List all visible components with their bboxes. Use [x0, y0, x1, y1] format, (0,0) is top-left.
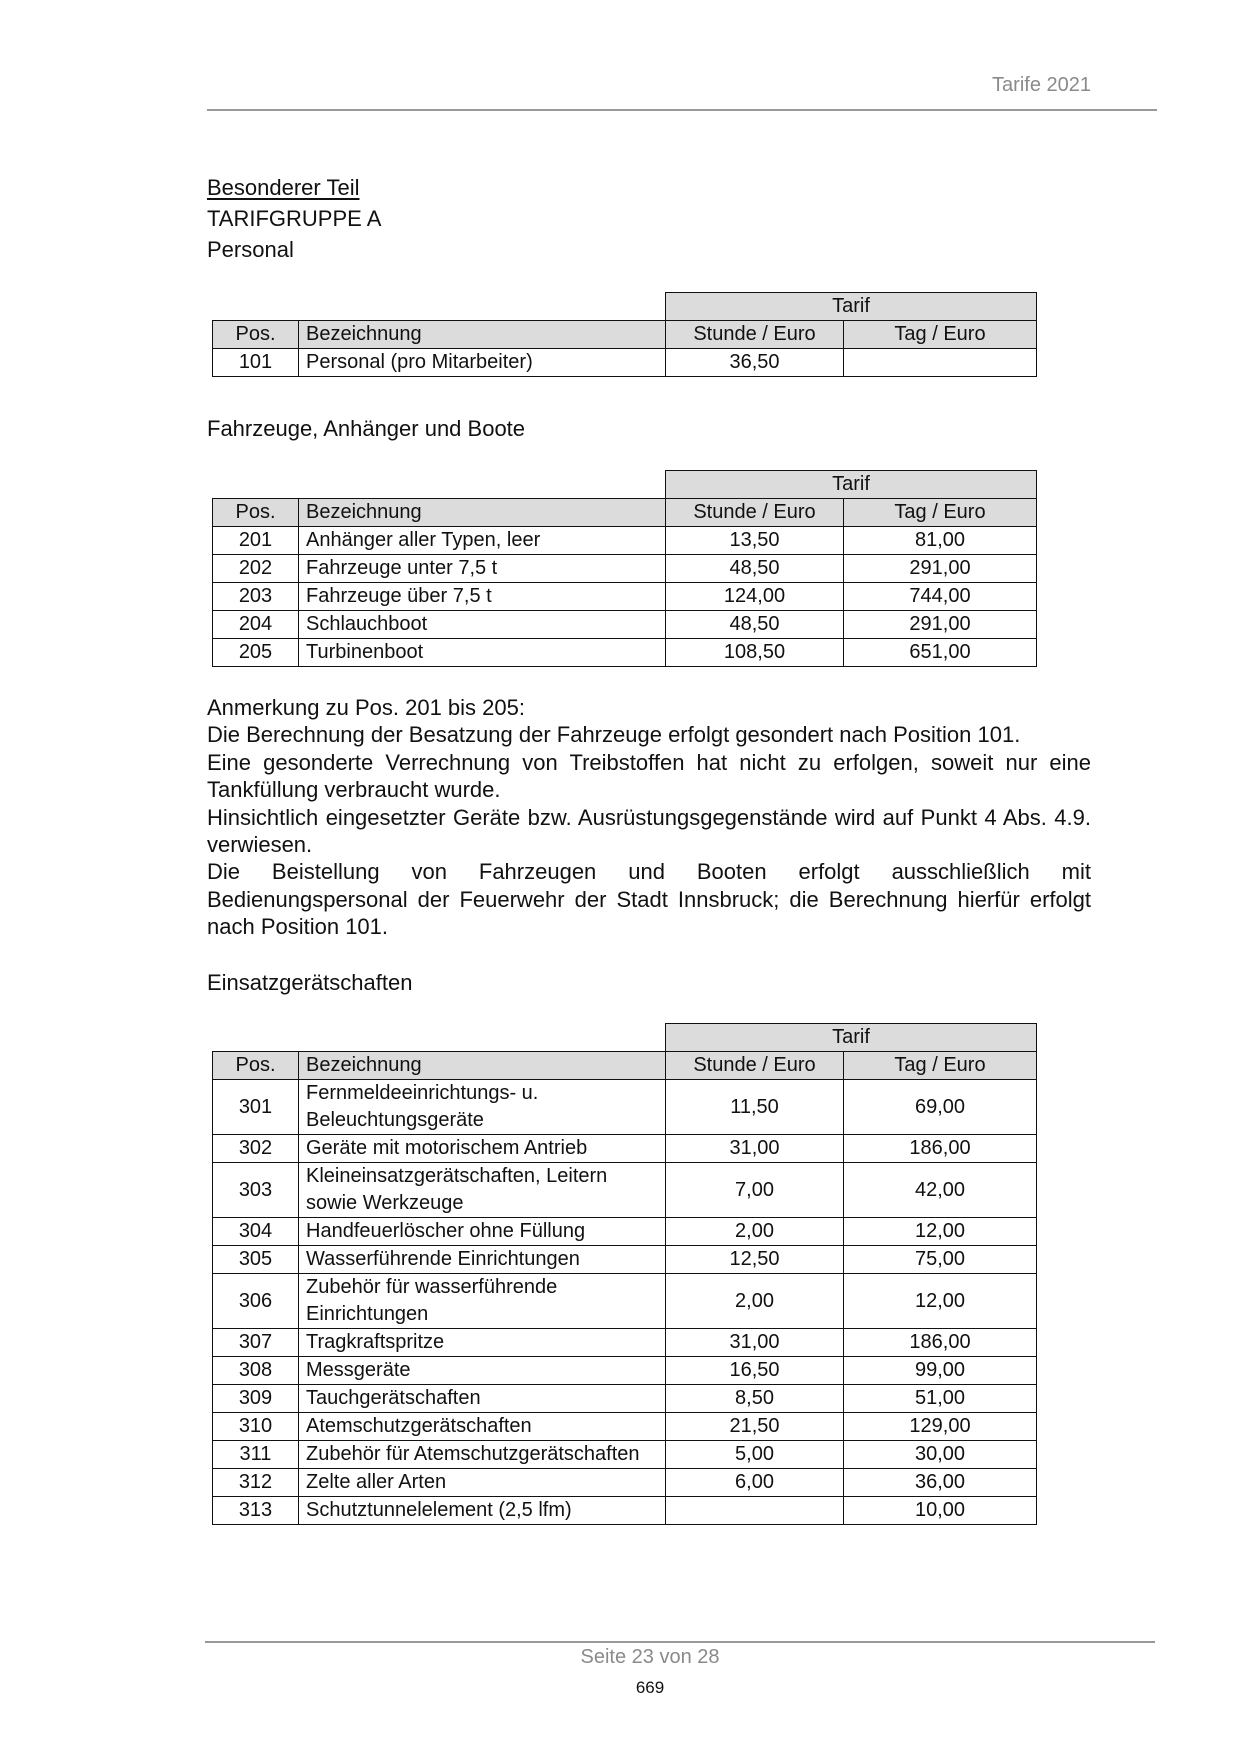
cell-tag: 291,00 — [844, 611, 1037, 639]
col-tag: Tag / Euro — [844, 321, 1037, 349]
cell-stunde: 31,00 — [666, 1135, 844, 1163]
tarif-header: Tarif — [666, 1024, 1037, 1052]
cell-bezeichnung: Messgeräte — [299, 1357, 666, 1385]
table-row — [213, 1441, 1037, 1469]
cell-bezeichnung: Tragkraftspritze — [299, 1329, 666, 1357]
section-heading: Besonderer Teil — [207, 175, 360, 200]
cell-bezeichnung: Fahrzeuge unter 7,5 t — [299, 555, 666, 583]
tarif-header-row — [213, 1024, 1037, 1052]
table-row — [213, 1385, 1037, 1413]
cell-pos: 303 — [213, 1163, 299, 1218]
col-pos: Pos. — [213, 1052, 299, 1080]
cell-bezeichnung: Wasserführende Einrichtungen — [299, 1246, 666, 1274]
col-bezeichnung: Bezeichnung — [299, 321, 666, 349]
header-divider — [207, 109, 1157, 111]
cell-bezeichnung: Tauchgerätschaften — [299, 1385, 666, 1413]
cell-stunde: 48,50 — [666, 611, 844, 639]
cell-stunde: 13,50 — [666, 527, 844, 555]
cell-tag: 81,00 — [844, 527, 1037, 555]
cell-tag: 291,00 — [844, 555, 1037, 583]
cell-bezeichnung: Anhänger aller Typen, leer — [299, 527, 666, 555]
col-pos: Pos. — [213, 499, 299, 527]
table-row — [213, 1357, 1037, 1385]
cell-bezeichnung: Fernmeldeeinrichtungs- u. Beleuchtungsgeräte — [299, 1080, 666, 1135]
cell-bezeichnung: Zubehör für Atemschutzgerätschaften — [299, 1441, 666, 1469]
cell-bezeichnung: Atemschutzgerätschaften — [299, 1413, 666, 1441]
cell-bezeichnung: Personal (pro Mitarbeiter) — [299, 349, 666, 377]
table-row — [213, 1218, 1037, 1246]
cell-stunde: 6,00 — [666, 1469, 844, 1497]
tarif-header-row — [213, 293, 1037, 321]
vehicles-table — [212, 470, 1037, 667]
column-header-row — [213, 321, 1037, 349]
cell-bezeichnung: Geräte mit motorischem Antrieb — [299, 1135, 666, 1163]
cell-tag: 129,00 — [844, 1413, 1037, 1441]
col-pos: Pos. — [213, 321, 299, 349]
table-row — [213, 1080, 1037, 1135]
cell-bezeichnung: Schlauchboot — [299, 611, 666, 639]
tarif-header: Tarif — [666, 293, 1037, 321]
cell-pos: 205 — [213, 639, 299, 667]
cell-tag: 10,00 — [844, 1497, 1037, 1525]
cell-pos: 313 — [213, 1497, 299, 1525]
col-bezeichnung: Bezeichnung — [299, 499, 666, 527]
cell-stunde: 124,00 — [666, 583, 844, 611]
cell-tag: 651,00 — [844, 639, 1037, 667]
cell-tag: 744,00 — [844, 583, 1037, 611]
table-row — [213, 349, 1037, 377]
cell-tag: 186,00 — [844, 1329, 1037, 1357]
header-title: Tarife 2021 — [992, 74, 1091, 96]
note-line: Eine gesonderte Verrechnung von Treibstoffen hat nicht zu erfolgen, soweit nur eine Tankfüllung verbraucht wurde. — [207, 749, 1091, 803]
cell-pos: 311 — [213, 1441, 299, 1469]
note-block — [207, 694, 1091, 941]
cell-bezeichnung: Handfeuerlöscher ohne Füllung — [299, 1218, 666, 1246]
table-row — [213, 583, 1037, 611]
note-line: Hinsichtlich eingesetzter Geräte bzw. Ausrüstungsgegenstände wird auf Punkt 4 Abs. 4.9. verwiesen. — [207, 804, 1091, 858]
table-row — [213, 1135, 1037, 1163]
cell-bezeichnung: Kleineinsatzgerätschaften, Leitern sowie Werkzeuge — [299, 1163, 666, 1218]
cell-tag: 75,00 — [844, 1246, 1037, 1274]
cell-tag: 51,00 — [844, 1385, 1037, 1413]
cell-pos: 305 — [213, 1246, 299, 1274]
cell-pos: 101 — [213, 349, 299, 377]
cell-pos: 310 — [213, 1413, 299, 1441]
page-number: 669 — [635, 1678, 665, 1697]
cell-bezeichnung: Zelte aller Arten — [299, 1469, 666, 1497]
cell-tag: 69,00 — [844, 1080, 1037, 1135]
cell-pos: 204 — [213, 611, 299, 639]
cell-pos: 312 — [213, 1469, 299, 1497]
vehicles-heading: Fahrzeuge, Anhänger und Boote — [207, 416, 526, 441]
group-heading: TARIFGRUPPE A — [207, 206, 382, 231]
footer-divider — [205, 1641, 1155, 1643]
cell-stunde: 16,50 — [666, 1357, 844, 1385]
cell-pos: 306 — [213, 1274, 299, 1329]
cell-tag: 36,00 — [844, 1469, 1037, 1497]
cell-tag: 12,00 — [844, 1274, 1037, 1329]
cell-pos: 301 — [213, 1080, 299, 1135]
note-title: Anmerkung zu Pos. 201 bis 205: — [207, 695, 525, 720]
cell-tag: 99,00 — [844, 1357, 1037, 1385]
cell-stunde: 7,00 — [666, 1163, 844, 1218]
table-row — [213, 1163, 1037, 1218]
cell-pos: 302 — [213, 1135, 299, 1163]
equipment-table — [212, 1023, 1037, 1525]
equipment-heading: Einsatzgerätschaften — [207, 970, 413, 995]
note-line: Die Beistellung von Fahrzeugen und Booten erfolgt ausschließlich mit Bedienungspersonal der Feuerwehr der Stadt Innsbruck; die Berechnung hierfür erfolgt nach Position 101. — [207, 859, 1091, 940]
cell-stunde: 48,50 — [666, 555, 844, 583]
cell-pos: 304 — [213, 1218, 299, 1246]
table-row — [213, 611, 1037, 639]
table-row — [213, 639, 1037, 667]
cell-bezeichnung: Fahrzeuge über 7,5 t — [299, 583, 666, 611]
personal-table — [212, 292, 1037, 377]
cell-bezeichnung: Turbinenboot — [299, 639, 666, 667]
cell-pos: 309 — [213, 1385, 299, 1413]
cell-stunde: 12,50 — [666, 1246, 844, 1274]
cell-pos: 308 — [213, 1357, 299, 1385]
table-row — [213, 1246, 1037, 1274]
cell-stunde: 2,00 — [666, 1274, 844, 1329]
cell-tag — [844, 349, 1037, 377]
table-row — [213, 527, 1037, 555]
column-header-row — [213, 1052, 1037, 1080]
cell-stunde: 8,50 — [666, 1385, 844, 1413]
table-row — [213, 1329, 1037, 1357]
col-stunde: Stunde / Euro — [666, 321, 844, 349]
cell-bezeichnung: Schutztunnelelement (2,5 lfm) — [299, 1497, 666, 1525]
cell-tag: 30,00 — [844, 1441, 1037, 1469]
cell-stunde: 36,50 — [666, 349, 844, 377]
col-stunde: Stunde / Euro — [666, 1052, 844, 1080]
cell-tag: 42,00 — [844, 1163, 1037, 1218]
cell-tag: 12,00 — [844, 1218, 1037, 1246]
table-row — [213, 1274, 1037, 1329]
cell-stunde — [666, 1497, 844, 1525]
table-row — [213, 555, 1037, 583]
cell-pos: 203 — [213, 583, 299, 611]
cell-pos: 202 — [213, 555, 299, 583]
cell-pos: 307 — [213, 1329, 299, 1357]
tarif-header: Tarif — [666, 471, 1037, 499]
table-row — [213, 1413, 1037, 1441]
cell-stunde: 108,50 — [666, 639, 844, 667]
personal-heading: Personal — [207, 237, 294, 262]
cell-stunde: 31,00 — [666, 1329, 844, 1357]
page-count: Seite 23 von 28 — [580, 1646, 720, 1668]
cell-stunde: 5,00 — [666, 1441, 844, 1469]
cell-tag: 186,00 — [844, 1135, 1037, 1163]
cell-stunde: 11,50 — [666, 1080, 844, 1135]
cell-bezeichnung: Zubehör für wasserführende Einrichtungen — [299, 1274, 666, 1329]
col-stunde: Stunde / Euro — [666, 499, 844, 527]
cell-pos: 201 — [213, 527, 299, 555]
tarif-header-row — [213, 471, 1037, 499]
table-row — [213, 1469, 1037, 1497]
col-tag: Tag / Euro — [844, 499, 1037, 527]
cell-stunde: 2,00 — [666, 1218, 844, 1246]
column-header-row — [213, 499, 1037, 527]
cell-stunde: 21,50 — [666, 1413, 844, 1441]
table-row — [213, 1497, 1037, 1525]
col-tag: Tag / Euro — [844, 1052, 1037, 1080]
note-line: Die Berechnung der Besatzung der Fahrzeuge erfolgt gesondert nach Position 101. — [207, 722, 1021, 748]
col-bezeichnung: Bezeichnung — [299, 1052, 666, 1080]
